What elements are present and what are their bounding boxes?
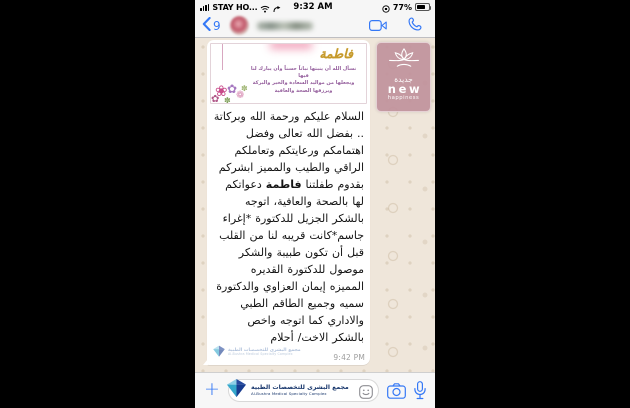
footer-watermark-arabic: مجمع البشرى للتخصصات الطبية <box>251 384 349 392</box>
card-name-calligraphy: فاطمة <box>319 46 353 61</box>
sticker-icon[interactable] <box>359 384 373 403</box>
watermark-arabic: مجمع البشرى للتخصصات الطبية <box>228 347 301 353</box>
status-time: 9:32 AM <box>293 2 333 12</box>
stamp-arabic-label: جديدة <box>394 75 413 84</box>
message-text-part2: دعواتكم لها بالصحة والعافية، اتوجه بالشكر الجزيل للدكتورة *إغراء جاسم*كانت قريبه لنا من القلب قبل أن تكون طبيبة والشكر موصول للدكتورة القديره المميزه إيمان العزاوي والدكتورة سميه وجميع الطاقم الطبي والاداري كما اتوجه واخص بالشكر الاخت/ أحلام <box>216 178 364 344</box>
ribbon-decoration <box>222 44 223 70</box>
card-blessing-line: نسأل الله أن ينبتها نباتاً حسناً وأن يبارك لنا فيها <box>250 66 357 80</box>
greeting-card-image[interactable] <box>210 43 367 104</box>
attach-button[interactable]: + <box>204 378 220 400</box>
message-timestamp: 9:42 PM <box>333 353 365 362</box>
new-happiness-stamp <box>376 42 431 112</box>
contact-name-blurred[interactable] <box>257 22 313 30</box>
stamp-tagline: happiness <box>387 95 420 101</box>
message-text <box>213 108 364 346</box>
microphone-button[interactable] <box>414 381 426 400</box>
chat-header <box>195 14 435 38</box>
lotus-icon <box>387 47 421 76</box>
flower-bouquet-decoration <box>211 71 257 104</box>
chat-area[interactable] <box>195 38 435 372</box>
whatsapp-screenshot <box>195 0 435 408</box>
card-blessing-text <box>245 66 362 95</box>
status-bar <box>195 0 435 14</box>
footer-watermark-english: Al-Bushra Medical Specialty Complex <box>251 390 327 396</box>
battery-icon <box>415 3 430 11</box>
message-input-bar <box>195 372 435 408</box>
video-call-button[interactable] <box>369 16 387 35</box>
footer-watermark <box>225 378 349 403</box>
stamp-latin-label: new <box>387 82 423 96</box>
bubble-tail <box>203 359 208 365</box>
message-text-bold-name: فاطمة <box>265 178 302 191</box>
signal-strength-icon <box>200 4 209 11</box>
camera-button[interactable] <box>387 383 406 399</box>
flower-icon: ✽ <box>224 96 231 104</box>
flower-icon: ✿ <box>211 94 220 104</box>
flower-icon: ❁ <box>236 90 245 101</box>
al-bushra-logo-icon <box>225 378 248 403</box>
al-bushra-logo-icon <box>212 343 226 362</box>
flower-icon: ✽ <box>241 84 248 93</box>
unread-count-badge: 9 <box>213 18 221 33</box>
card-blessing-line: ويرزقها الصحة والعافية <box>274 87 333 94</box>
message-text-part1: السلام عليكم ورحمة الله وبركاتة .. بفضل الله تعالى وفضل اهتمامكم ورعايتكم وتعاملكم الراقي والطيب والمميز ابشركم بقدوم طفلتنا <box>213 110 364 191</box>
voice-call-button[interactable] <box>408 16 422 35</box>
watermark-english: Al-Bushra Medical Specialty Complex <box>228 352 293 357</box>
back-button[interactable] <box>202 16 221 35</box>
flower-icon: ✿ <box>227 82 238 96</box>
card-blessing-line: ويجعلها من مواليد السعادة والخير والبركة <box>252 80 355 87</box>
card-decoration <box>270 43 312 49</box>
bubble-watermark <box>212 343 301 362</box>
incoming-message-bubble[interactable] <box>207 40 370 365</box>
chevron-left-icon <box>202 16 211 35</box>
carrier-label: STAY HO... <box>212 2 258 12</box>
battery-percent: 77% <box>392 2 412 12</box>
message-footer <box>212 347 365 362</box>
flower-icon: ❀ <box>215 82 228 100</box>
contact-avatar-blurred[interactable] <box>230 16 249 35</box>
